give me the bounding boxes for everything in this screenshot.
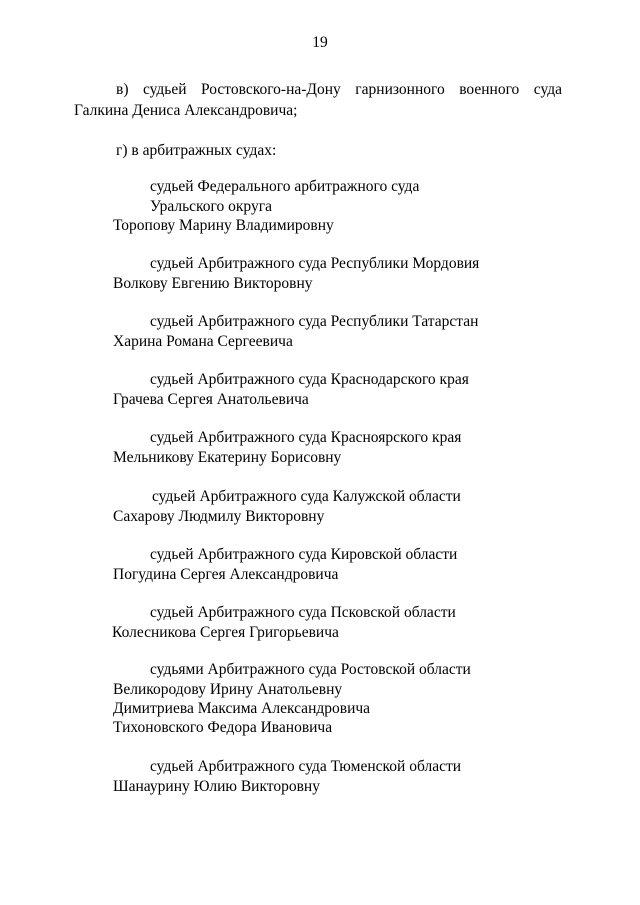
entry-2-court: судьей Арбитражного суда Республики Мордовия [150, 255, 480, 272]
entry-1-court-line-1: судьей Федерального арбитражного суда [150, 178, 420, 195]
page-number: 19 [312, 34, 328, 51]
entry-9-appointee-3: Тихоновского Федора Ивановича [113, 719, 333, 736]
entry-7-court: судьей Арбитражного суда Кировской области [150, 546, 458, 563]
entry-8-court: судьей Арбитражного суда Псковской области [150, 604, 456, 621]
entry-10-court: судьей Арбитражного суда Тюменской области [150, 758, 462, 775]
entry-9-court: судьями Арбитражного суда Ростовской области [150, 661, 471, 678]
entry-6-appointee: Сахарову Людмилу Викторовну [113, 508, 325, 525]
paragraph-v-name: Галкина Дениса Александровича; [74, 102, 298, 119]
entry-3-appointee: Харина Романа Сергеевича [113, 333, 293, 350]
entry-7-appointee: Погудина Сергея Александровича [113, 566, 339, 583]
entry-5-appointee: Мельникову Екатерину Борисовну [113, 449, 342, 466]
entry-2-appointee: Волкову Евгению Викторовну [113, 275, 313, 292]
entry-9-appointee-2: Димитриева Максима Александровича [113, 700, 371, 717]
entry-1-appointee: Торопову Марину Владимировну [113, 217, 334, 234]
entry-8-appointee: Колесникова Сергея Григорьевича [112, 624, 339, 641]
entry-1-court-line-2: Уральского округа [150, 198, 272, 215]
entry-10-appointee: Шанаурину Юлию Викторовну [113, 778, 320, 795]
entry-3-court: судьей Арбитражного суда Республики Татарстан [150, 313, 479, 330]
entry-5-court: судьей Арбитражного суда Красноярского края [150, 429, 462, 446]
paragraph-v-intro: в) судьей Ростовского-на-Дону гарнизонного военного суда [116, 81, 562, 98]
entry-9-appointee-1: Великородову Ирину Анатольевну [113, 681, 343, 698]
entry-6-court: судьей Арбитражного суда Калужской области [152, 488, 461, 505]
paragraph-g-intro: г) в арбитражных судах: [116, 142, 277, 159]
entry-4-appointee: Грачева Сергея Анатольевича [113, 391, 309, 408]
entry-4-court: судьей Арбитражного суда Краснодарского края [150, 371, 469, 388]
